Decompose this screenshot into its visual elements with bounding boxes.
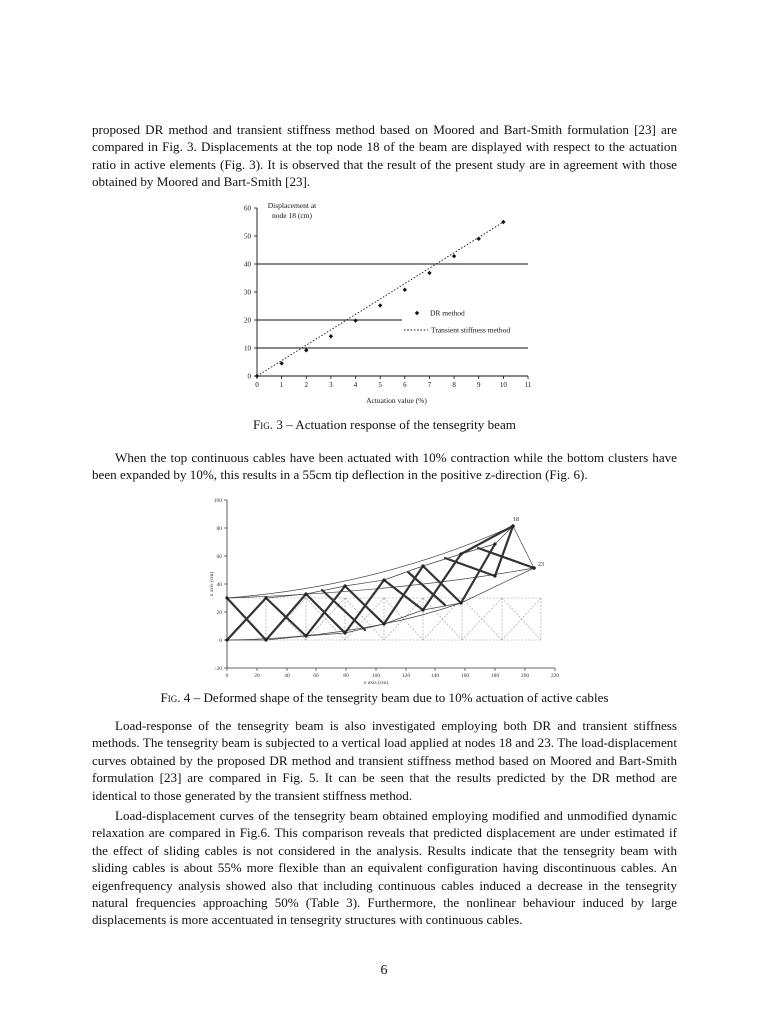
fig4-xtick: 160 — [460, 673, 470, 679]
y-axis-label-line2: node 18 (cm) — [272, 211, 312, 220]
fig4-xtick: 220 — [550, 673, 560, 679]
dr-method-point — [329, 334, 333, 338]
legend-label-transient: Transient stiffness method — [431, 325, 511, 335]
y-tick-label: 60 — [244, 204, 251, 213]
figure-3-caption-text: – Actuation response of the tensegrity beam — [286, 417, 516, 432]
dr-method-point — [304, 348, 308, 352]
y-tick-label: 10 — [244, 344, 251, 353]
paragraph-3: Load-response of the tensegrity beam is also investigated employing both DR and transient stiffness methods. The tensegrity beam is subjected to a vertical load applied at nodes 18 and 23. The load-displacement curves obtained by the proposed DR method and transient stiffness method based on Moored and Bart-Smith formulation [23] are compared in Fig. 5. It can be seen that the results predicted by the DR method are identical to those generated by the transient stiffness method. — [92, 718, 677, 803]
legend-label-dr: DR method — [430, 308, 465, 318]
x-tick-label: 1 — [279, 381, 284, 389]
fig4-ytick: 40 — [216, 582, 222, 588]
y-tick-label: 20 — [244, 316, 251, 325]
fig4-xtick: 140 — [430, 673, 440, 679]
fig4-xtick: 0 — [225, 673, 229, 679]
x-tick-label: 5 — [378, 381, 382, 389]
x-tick-label: 9 — [476, 381, 481, 389]
y-tick-label: 30 — [244, 288, 251, 297]
dr-method-point — [452, 254, 456, 258]
fig4-xtick: 180 — [490, 673, 500, 679]
figure-3-label: Fig. 3 — [253, 417, 283, 432]
y-tick-label: 50 — [244, 232, 251, 241]
x-tick-label: 4 — [353, 381, 358, 389]
fig4-xtick: 40 — [284, 673, 290, 679]
node-18-label: 18 — [513, 517, 519, 523]
figure-4-deformed-shape — [0, 490, 768, 685]
dr-method-point — [255, 374, 259, 378]
deformed-bars — [227, 526, 534, 640]
dr-method-point — [477, 237, 481, 241]
figure-3-caption — [92, 417, 677, 433]
dr-method-point — [427, 271, 431, 275]
figure-4-caption — [92, 690, 677, 706]
x-axis-label: Actuation value (%) — [366, 396, 427, 405]
paragraph-1: proposed DR method and transient stiffness method based on Moored and Bart-Smith formulation [23] are compared in Fig. 3. Displacements at the top node 18 of the beam are displayed with respect to the actuation ratio in active elements (Fig. 3). It is observed that the result of the present study are in agreement with those obtained by Moored and Bart-Smith [23]. — [92, 122, 677, 190]
figure-4-caption-text: – Deformed shape of the tensegrity beam due to 10% actuation of active cables — [193, 690, 609, 705]
x-tick-label: 0 — [255, 381, 259, 389]
paragraph-2: When the top continuous cables have been actuated with 10% contraction while the bottom clusters have been expanded by 10%, this results in a 55cm tip deflection in the positive z-direction (Fig. 6). — [92, 450, 677, 483]
transient-stiffness-line — [257, 222, 503, 376]
fig4-xtick: 80 — [343, 673, 349, 679]
fig4-xtick: 20 — [254, 673, 260, 679]
fig4-xtick: 200 — [520, 673, 530, 679]
x-tick-label: 2 — [304, 381, 309, 389]
node-23-label: 23 — [538, 562, 544, 568]
y-tick-label: 40 — [244, 260, 251, 269]
x-tick-label: 10 — [499, 381, 507, 389]
fig4-ytick: 60 — [216, 554, 222, 560]
fig4-xtick: 120 — [401, 673, 411, 679]
fig4-xlabel: x axis (cm) — [363, 680, 389, 685]
fig4-ytick: 80 — [216, 526, 222, 532]
fig4-ytick: 100 — [213, 498, 222, 504]
fig4-xtick: 60 — [313, 673, 319, 679]
fig4-xtick: 100 — [371, 673, 381, 679]
page-number: 6 — [380, 963, 388, 978]
fig4-ytick: 0 — [219, 638, 222, 644]
dr-method-point — [353, 318, 357, 322]
paragraph-4: Load-displacement curves of the tensegrity beam obtained employing modified and unmodified dynamic relaxation are compared in Fig.6. This comparison reveals that predicted displacement are under estimated if the effect of sliding cables is not considered in the analysis. Results indicate that the tensegrity beam with sliding cables is about 55% more flexible than an equivalent configuration having discontinuous cables. An eigenfrequency analysis showed also that including continuous cables induced a decrease in the tensegrity natural frequencies approaching 50% (Table 3). Furthermore, the nonlinear behaviour induced by large displacements is more accentuated in tensegrity structures with continuous cables. — [92, 808, 677, 928]
fig4-ytick: -20 — [214, 666, 222, 672]
fig4-ylabel: z axis (cm) — [209, 571, 215, 597]
dr-method-point — [378, 303, 382, 307]
dr-method-point — [501, 220, 505, 224]
y-tick-label: 0 — [247, 372, 251, 381]
y-axis-label-line1: Displacement at — [267, 201, 317, 210]
x-tick-label: 6 — [403, 381, 407, 389]
figure-4-label: Fig. 4 — [160, 690, 191, 705]
x-tick-label: 11 — [524, 381, 532, 389]
figure-3-chart — [0, 199, 768, 409]
x-tick-label: 3 — [329, 381, 333, 389]
x-tick-label: 7 — [427, 381, 432, 389]
fig4-ytick: 20 — [216, 610, 222, 616]
dr-method-point — [403, 288, 407, 292]
x-tick-label: 8 — [452, 381, 456, 389]
